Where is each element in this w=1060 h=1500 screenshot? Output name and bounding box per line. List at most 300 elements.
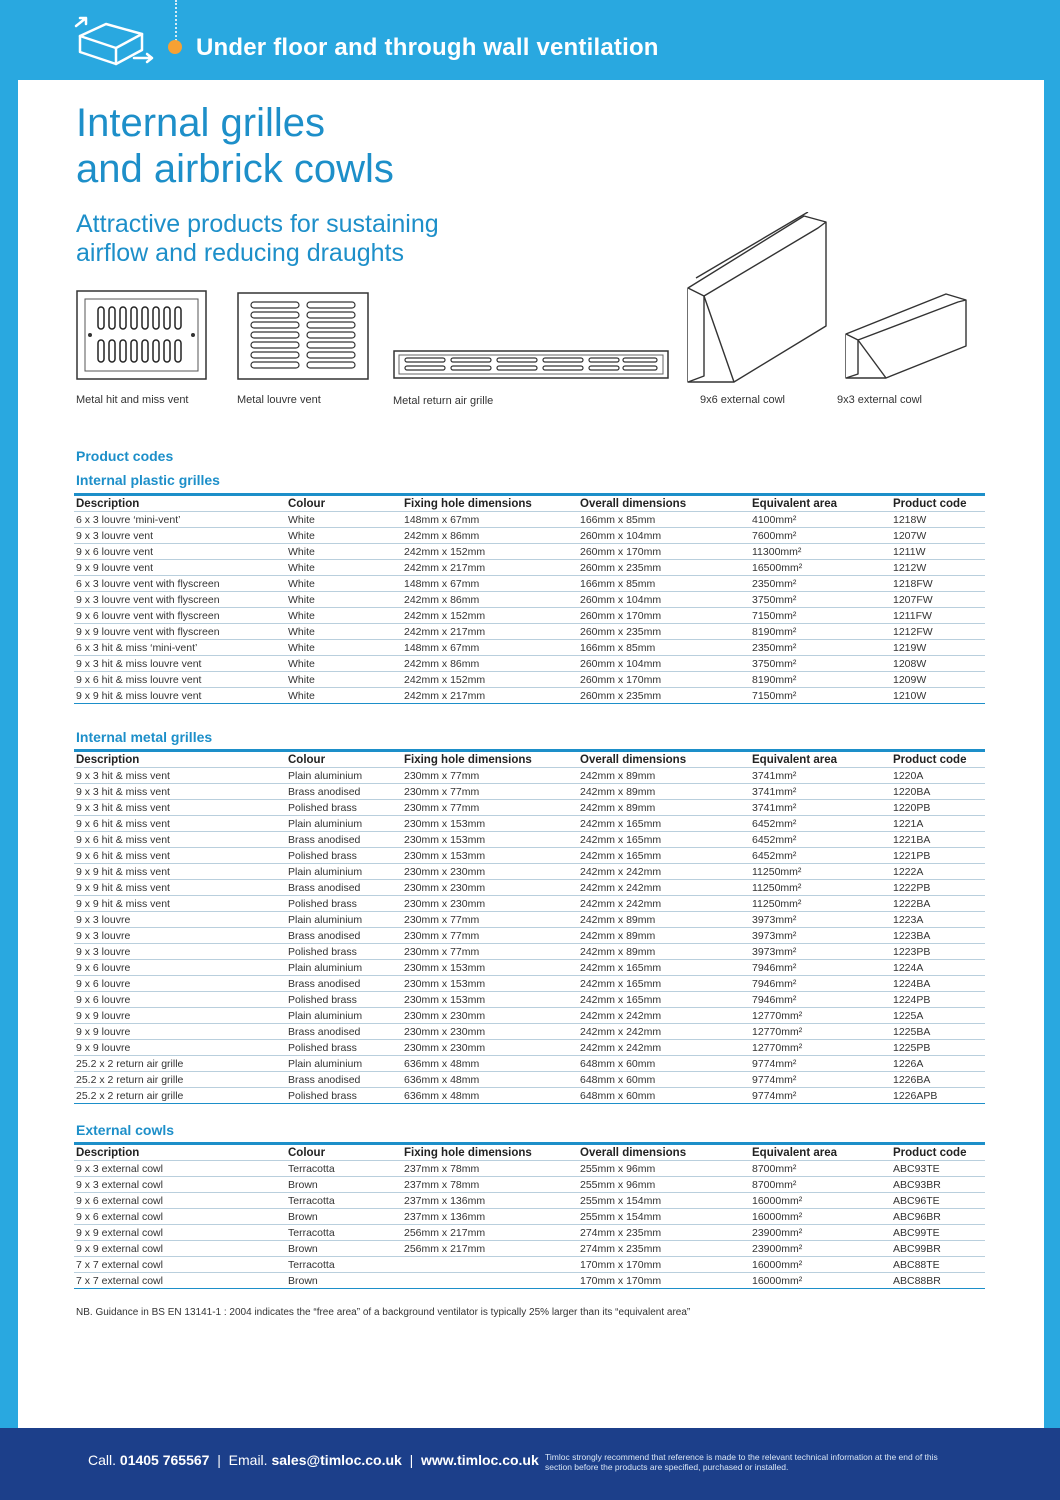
equivalent-area-cell: 7946mm² — [750, 992, 891, 1008]
column-header: Colour — [286, 751, 402, 768]
hit-miss-vent-image — [76, 290, 207, 380]
product-code-cell: 1226APB — [891, 1088, 985, 1104]
product-code-cell: 1212W — [891, 560, 985, 576]
fixing-hole-dimensions-cell: 242mm x 217mm — [402, 688, 578, 704]
fixing-hole-dimensions-cell: 242mm x 217mm — [402, 624, 578, 640]
column-header: Description — [74, 751, 286, 768]
product-code-cell: ABC99BR — [891, 1241, 985, 1257]
overall-dimensions-cell: 260mm x 235mm — [578, 688, 750, 704]
left-border — [0, 0, 18, 1500]
table-header-row — [74, 751, 985, 768]
colour-cell: White — [286, 512, 402, 528]
column-header: Overall dimensions — [578, 1144, 750, 1161]
table-row — [74, 816, 985, 832]
product-code-cell: 1209W — [891, 672, 985, 688]
product-code-cell: 1225A — [891, 1008, 985, 1024]
product-code-cell: ABC96BR — [891, 1209, 985, 1225]
table-row — [74, 1024, 985, 1040]
description-cell: 9 x 6 louvre vent — [74, 544, 286, 560]
colour-cell: Plain aluminium — [286, 1008, 402, 1024]
equivalent-area-cell: 11250mm² — [750, 896, 891, 912]
product-code-cell: 1226BA — [891, 1072, 985, 1088]
column-header: Fixing hole dimensions — [402, 1144, 578, 1161]
description-cell: 6 x 3 louvre vent with flyscreen — [74, 576, 286, 592]
overall-dimensions-cell: 255mm x 154mm — [578, 1193, 750, 1209]
colour-cell: Polished brass — [286, 896, 402, 912]
colour-cell: White — [286, 576, 402, 592]
overall-dimensions-cell: 260mm x 104mm — [578, 656, 750, 672]
external-cowls-body — [74, 1161, 985, 1289]
louvre-vent-image — [237, 292, 369, 380]
table-row — [74, 976, 985, 992]
table-row — [74, 880, 985, 896]
description-cell: 9 x 3 louvre vent — [74, 528, 286, 544]
product-code-cell: 1223BA — [891, 928, 985, 944]
product-codes-heading: Product codes — [76, 448, 174, 464]
equivalent-area-cell: 3973mm² — [750, 928, 891, 944]
fixing-hole-dimensions-cell: 636mm x 48mm — [402, 1088, 578, 1104]
table-row — [74, 688, 985, 704]
fixing-hole-dimensions-cell: 230mm x 77mm — [402, 784, 578, 800]
table-row — [74, 1177, 985, 1193]
email-label: Email. — [228, 1452, 268, 1468]
table-row — [74, 848, 985, 864]
colour-cell: Terracotta — [286, 1161, 402, 1177]
colour-cell: Polished brass — [286, 1040, 402, 1056]
product-code-cell: 1226A — [891, 1056, 985, 1072]
description-cell: 9 x 9 louvre — [74, 1024, 286, 1040]
website-link[interactable]: www.timloc.co.uk — [421, 1452, 539, 1468]
column-header: Fixing hole dimensions — [402, 751, 578, 768]
equivalent-area-cell: 16000mm² — [750, 1209, 891, 1225]
page-title-line-1: Internal grilles — [76, 101, 326, 145]
product-code-cell: 1221A — [891, 816, 985, 832]
overall-dimensions-cell: 170mm x 170mm — [578, 1273, 750, 1289]
fixing-hole-dimensions-cell: 230mm x 230mm — [402, 1008, 578, 1024]
call-label: Call. — [88, 1452, 117, 1468]
equivalent-area-cell: 6452mm² — [750, 816, 891, 832]
fixing-hole-dimensions-cell: 237mm x 136mm — [402, 1209, 578, 1225]
guidance-note: NB. Guidance in BS EN 13141-1 : 2004 indicates the “free area” of a background ventilator is typically 25% larger than its “equivalent area” — [76, 1307, 691, 1318]
fixing-hole-dimensions-cell: 230mm x 153mm — [402, 976, 578, 992]
overall-dimensions-cell: 242mm x 165mm — [578, 960, 750, 976]
colour-cell: White — [286, 640, 402, 656]
equivalent-area-cell: 2350mm² — [750, 576, 891, 592]
product-code-cell: 1223PB — [891, 944, 985, 960]
product-code-cell: 1212FW — [891, 624, 985, 640]
description-cell: 9 x 3 louvre — [74, 928, 286, 944]
table-row — [74, 1056, 985, 1072]
equivalent-area-cell: 8700mm² — [750, 1177, 891, 1193]
table-row — [74, 544, 985, 560]
product-code-cell: 1207W — [891, 528, 985, 544]
overall-dimensions-cell: 260mm x 104mm — [578, 592, 750, 608]
fixing-hole-dimensions-cell: 636mm x 48mm — [402, 1072, 578, 1088]
product-code-cell: 1211FW — [891, 608, 985, 624]
overall-dimensions-cell: 242mm x 165mm — [578, 832, 750, 848]
product-caption: 9x6 external cowl — [700, 394, 785, 406]
table-row — [74, 960, 985, 976]
description-cell: 9 x 3 hit & miss vent — [74, 768, 286, 784]
colour-cell: White — [286, 656, 402, 672]
description-cell: 9 x 9 louvre vent — [74, 560, 286, 576]
overall-dimensions-cell: 260mm x 170mm — [578, 608, 750, 624]
column-header: Overall dimensions — [578, 751, 750, 768]
table-header-row — [74, 495, 985, 512]
table-row — [74, 1040, 985, 1056]
page-subtitle-line-2: airflow and reducing draughts — [76, 239, 404, 267]
table-row — [74, 1088, 985, 1104]
table-row — [74, 1209, 985, 1225]
product-caption: Metal louvre vent — [237, 394, 321, 406]
equivalent-area-cell: 7150mm² — [750, 688, 891, 704]
description-cell: 9 x 9 external cowl — [74, 1241, 286, 1257]
fixing-hole-dimensions-cell: 237mm x 136mm — [402, 1193, 578, 1209]
description-cell: 9 x 9 hit & miss vent — [74, 864, 286, 880]
colour-cell: Brown — [286, 1241, 402, 1257]
description-cell: 25.2 x 2 return air grille — [74, 1088, 286, 1104]
column-header: Description — [74, 1144, 286, 1161]
column-header: Equivalent area — [750, 1144, 891, 1161]
overall-dimensions-cell: 166mm x 85mm — [578, 576, 750, 592]
description-cell: 9 x 6 louvre — [74, 960, 286, 976]
header-title: Under floor and through wall ventilation — [196, 34, 659, 61]
plastic-grilles-table — [74, 493, 985, 704]
fixing-hole-dimensions-cell: 242mm x 152mm — [402, 544, 578, 560]
column-header: Equivalent area — [750, 495, 891, 512]
product-code-cell: 1225PB — [891, 1040, 985, 1056]
product-hit-miss-vent — [76, 290, 207, 406]
overall-dimensions-cell: 166mm x 85mm — [578, 512, 750, 528]
product-caption: Metal hit and miss vent — [76, 394, 189, 406]
fixing-hole-dimensions-cell — [402, 1257, 578, 1273]
colour-cell: Brown — [286, 1177, 402, 1193]
page-title — [76, 100, 394, 192]
overall-dimensions-cell: 648mm x 60mm — [578, 1088, 750, 1104]
column-header: Product code — [891, 751, 985, 768]
fixing-hole-dimensions-cell: 256mm x 217mm — [402, 1241, 578, 1257]
description-cell: 9 x 9 hit & miss louvre vent — [74, 688, 286, 704]
footer-contact — [88, 1452, 539, 1468]
overall-dimensions-cell: 260mm x 235mm — [578, 560, 750, 576]
plastic-grilles-heading: Internal plastic grilles — [76, 472, 220, 488]
equivalent-area-cell: 7946mm² — [750, 960, 891, 976]
overall-dimensions-cell: 242mm x 89mm — [578, 944, 750, 960]
table-row — [74, 624, 985, 640]
table-row — [74, 1257, 985, 1273]
colour-cell: White — [286, 528, 402, 544]
product-code-cell: 1208W — [891, 656, 985, 672]
product-code-cell: 1222PB — [891, 880, 985, 896]
product-code-cell: 1218W — [891, 512, 985, 528]
colour-cell: Plain aluminium — [286, 960, 402, 976]
equivalent-area-cell: 7946mm² — [750, 976, 891, 992]
table-row — [74, 800, 985, 816]
table-row — [74, 1072, 985, 1088]
fixing-hole-dimensions-cell: 148mm x 67mm — [402, 576, 578, 592]
fixing-hole-dimensions-cell: 230mm x 230mm — [402, 1024, 578, 1040]
description-cell: 9 x 6 external cowl — [74, 1193, 286, 1209]
fixing-hole-dimensions-cell: 230mm x 77mm — [402, 800, 578, 816]
equivalent-area-cell: 16000mm² — [750, 1257, 891, 1273]
table-row — [74, 576, 985, 592]
overall-dimensions-cell: 242mm x 242mm — [578, 864, 750, 880]
description-cell: 9 x 3 external cowl — [74, 1177, 286, 1193]
box-arrows-icon — [72, 14, 156, 66]
fixing-hole-dimensions-cell: 148mm x 67mm — [402, 640, 578, 656]
overall-dimensions-cell: 242mm x 242mm — [578, 880, 750, 896]
table-row — [74, 768, 985, 784]
description-cell: 9 x 6 hit & miss louvre vent — [74, 672, 286, 688]
product-code-cell: 1211W — [891, 544, 985, 560]
fixing-hole-dimensions-cell: 242mm x 86mm — [402, 656, 578, 672]
fixing-hole-dimensions-cell — [402, 1273, 578, 1289]
colour-cell: Brass anodised — [286, 832, 402, 848]
fixing-hole-dimensions-cell: 230mm x 153mm — [402, 848, 578, 864]
table-row — [74, 896, 985, 912]
colour-cell: Brass anodised — [286, 1072, 402, 1088]
page-footer — [0, 1428, 1060, 1500]
colour-cell: White — [286, 672, 402, 688]
product-code-cell: 1219W — [891, 640, 985, 656]
fixing-hole-dimensions-cell: 242mm x 86mm — [402, 528, 578, 544]
overall-dimensions-cell: 242mm x 242mm — [578, 1024, 750, 1040]
description-cell: 9 x 9 louvre — [74, 1008, 286, 1024]
product-code-cell: 1218FW — [891, 576, 985, 592]
equivalent-area-cell: 11300mm² — [750, 544, 891, 560]
colour-cell: White — [286, 592, 402, 608]
overall-dimensions-cell: 242mm x 165mm — [578, 848, 750, 864]
table-row — [74, 1008, 985, 1024]
equivalent-area-cell: 9774mm² — [750, 1056, 891, 1072]
header-accent-dot — [168, 40, 182, 54]
fixing-hole-dimensions-cell: 148mm x 67mm — [402, 512, 578, 528]
description-cell: 9 x 3 hit & miss vent — [74, 800, 286, 816]
table-row — [74, 928, 985, 944]
fixing-hole-dimensions-cell: 237mm x 78mm — [402, 1161, 578, 1177]
equivalent-area-cell: 6452mm² — [750, 832, 891, 848]
overall-dimensions-cell: 255mm x 96mm — [578, 1177, 750, 1193]
equivalent-area-cell: 4100mm² — [750, 512, 891, 528]
description-cell: 9 x 9 louvre — [74, 1040, 286, 1056]
product-louvre-vent — [237, 292, 369, 406]
page-subtitle — [76, 210, 439, 268]
overall-dimensions-cell: 242mm x 165mm — [578, 816, 750, 832]
fixing-hole-dimensions-cell: 230mm x 153mm — [402, 960, 578, 976]
equivalent-area-cell: 9774mm² — [750, 1072, 891, 1088]
equivalent-area-cell: 12770mm² — [750, 1008, 891, 1024]
description-cell: 9 x 6 external cowl — [74, 1209, 286, 1225]
colour-cell: Plain aluminium — [286, 912, 402, 928]
separator: | — [217, 1452, 221, 1468]
external-cowls-heading: External cowls — [76, 1122, 175, 1138]
colour-cell: Brown — [286, 1273, 402, 1289]
product-code-cell: 1224A — [891, 960, 985, 976]
plastic-grilles-body — [74, 512, 985, 704]
description-cell: 9 x 6 louvre — [74, 992, 286, 1008]
overall-dimensions-cell: 242mm x 242mm — [578, 896, 750, 912]
table-row — [74, 672, 985, 688]
overall-dimensions-cell: 255mm x 96mm — [578, 1161, 750, 1177]
equivalent-area-cell: 8190mm² — [750, 624, 891, 640]
table-row — [74, 832, 985, 848]
footer-disclaimer: Timloc strongly recommend that reference is made to the relevant technical information at the end of this section before the products are specified, purchased or installed. — [545, 1452, 938, 1472]
description-cell: 9 x 6 louvre — [74, 976, 286, 992]
separator: | — [409, 1452, 414, 1468]
fixing-hole-dimensions-cell: 256mm x 217mm — [402, 1225, 578, 1241]
product-code-cell: 1220BA — [891, 784, 985, 800]
fixing-hole-dimensions-cell: 230mm x 230mm — [402, 880, 578, 896]
overall-dimensions-cell: 242mm x 89mm — [578, 800, 750, 816]
equivalent-area-cell: 11250mm² — [750, 880, 891, 896]
equivalent-area-cell: 8700mm² — [750, 1161, 891, 1177]
overall-dimensions-cell: 260mm x 170mm — [578, 544, 750, 560]
description-cell: 9 x 9 louvre vent with flyscreen — [74, 624, 286, 640]
fixing-hole-dimensions-cell: 230mm x 153mm — [402, 992, 578, 1008]
description-cell: 9 x 9 hit & miss vent — [74, 880, 286, 896]
fixing-hole-dimensions-cell: 230mm x 230mm — [402, 864, 578, 880]
equivalent-area-cell: 3973mm² — [750, 912, 891, 928]
equivalent-area-cell: 7600mm² — [750, 528, 891, 544]
table-row — [74, 592, 985, 608]
equivalent-area-cell: 6452mm² — [750, 848, 891, 864]
column-header: Colour — [286, 495, 402, 512]
equivalent-area-cell: 12770mm² — [750, 1024, 891, 1040]
product-code-cell: 1222A — [891, 864, 985, 880]
overall-dimensions-cell: 648mm x 60mm — [578, 1056, 750, 1072]
table-row — [74, 512, 985, 528]
description-cell: 9 x 6 hit & miss vent — [74, 832, 286, 848]
product-code-cell: 1224BA — [891, 976, 985, 992]
product-caption: 9x3 external cowl — [837, 394, 922, 406]
description-cell: 9 x 6 louvre vent with flyscreen — [74, 608, 286, 624]
table-row — [74, 864, 985, 880]
colour-cell: Polished brass — [286, 1088, 402, 1104]
colour-cell: White — [286, 688, 402, 704]
fixing-hole-dimensions-cell: 242mm x 152mm — [402, 672, 578, 688]
colour-cell: White — [286, 624, 402, 640]
colour-cell: White — [286, 544, 402, 560]
equivalent-area-cell: 8190mm² — [750, 672, 891, 688]
description-cell: 9 x 9 external cowl — [74, 1225, 286, 1241]
external-cowls-table — [74, 1142, 985, 1289]
column-header: Equivalent area — [750, 751, 891, 768]
overall-dimensions-cell: 648mm x 60mm — [578, 1072, 750, 1088]
overall-dimensions-cell: 242mm x 165mm — [578, 976, 750, 992]
overall-dimensions-cell: 242mm x 89mm — [578, 928, 750, 944]
colour-cell: Terracotta — [286, 1257, 402, 1273]
product-code-cell: 1210W — [891, 688, 985, 704]
overall-dimensions-cell: 255mm x 154mm — [578, 1209, 750, 1225]
equivalent-area-cell: 9774mm² — [750, 1088, 891, 1104]
table-row — [74, 1273, 985, 1289]
product-code-cell: ABC93BR — [891, 1177, 985, 1193]
product-code-cell: 1225BA — [891, 1024, 985, 1040]
equivalent-area-cell: 16000mm² — [750, 1193, 891, 1209]
equivalent-area-cell: 3750mm² — [750, 592, 891, 608]
equivalent-area-cell: 3741mm² — [750, 784, 891, 800]
description-cell: 7 x 7 external cowl — [74, 1273, 286, 1289]
table-row — [74, 944, 985, 960]
overall-dimensions-cell: 242mm x 242mm — [578, 1040, 750, 1056]
table-header-row — [74, 1144, 985, 1161]
colour-cell: Terracotta — [286, 1225, 402, 1241]
description-cell: 6 x 3 louvre ‘mini-vent’ — [74, 512, 286, 528]
equivalent-area-cell: 2350mm² — [750, 640, 891, 656]
equivalent-area-cell: 12770mm² — [750, 1040, 891, 1056]
description-cell: 7 x 7 external cowl — [74, 1257, 286, 1273]
overall-dimensions-cell: 166mm x 85mm — [578, 640, 750, 656]
product-code-cell: 1220PB — [891, 800, 985, 816]
table-row — [74, 560, 985, 576]
right-border — [1044, 0, 1060, 1500]
fixing-hole-dimensions-cell: 230mm x 230mm — [402, 896, 578, 912]
overall-dimensions-cell: 260mm x 104mm — [578, 528, 750, 544]
metal-grilles-table — [74, 749, 985, 1104]
description-cell: 25.2 x 2 return air grille — [74, 1072, 286, 1088]
column-header: Description — [74, 495, 286, 512]
fixing-hole-dimensions-cell: 230mm x 153mm — [402, 832, 578, 848]
fixing-hole-dimensions-cell: 230mm x 77mm — [402, 768, 578, 784]
email-link[interactable]: sales@timloc.co.uk — [271, 1452, 402, 1468]
fixing-hole-dimensions-cell: 242mm x 217mm — [402, 560, 578, 576]
colour-cell: Terracotta — [286, 1193, 402, 1209]
product-code-cell: ABC88TE — [891, 1257, 985, 1273]
description-cell: 9 x 3 hit & miss louvre vent — [74, 656, 286, 672]
overall-dimensions-cell: 242mm x 165mm — [578, 992, 750, 1008]
metal-grilles-heading: Internal metal grilles — [76, 729, 213, 745]
product-9x3-cowl — [837, 290, 970, 406]
phone-number[interactable]: 01405 765567 — [119, 1452, 210, 1468]
table-row — [74, 992, 985, 1008]
product-code-cell: 1220A — [891, 768, 985, 784]
overall-dimensions-cell: 274mm x 235mm — [578, 1241, 750, 1257]
table-row — [74, 1161, 985, 1177]
column-header: Product code — [891, 1144, 985, 1161]
colour-cell: Plain aluminium — [286, 768, 402, 784]
equivalent-area-cell: 7150mm² — [750, 608, 891, 624]
overall-dimensions-cell: 274mm x 235mm — [578, 1225, 750, 1241]
colour-cell: Polished brass — [286, 944, 402, 960]
colour-cell: White — [286, 560, 402, 576]
fixing-hole-dimensions-cell: 230mm x 77mm — [402, 928, 578, 944]
colour-cell: Brass anodised — [286, 928, 402, 944]
fixing-hole-dimensions-cell: 242mm x 86mm — [402, 592, 578, 608]
description-cell: 9 x 6 hit & miss vent — [74, 816, 286, 832]
colour-cell: Brass anodised — [286, 784, 402, 800]
product-code-cell: 1207FW — [891, 592, 985, 608]
table-row — [74, 640, 985, 656]
product-caption: Metal return air grille — [393, 395, 494, 407]
description-cell: 9 x 3 louvre — [74, 944, 286, 960]
colour-cell: Brass anodised — [286, 880, 402, 896]
description-cell: 6 x 3 hit & miss ‘mini-vent’ — [74, 640, 286, 656]
colour-cell: Polished brass — [286, 848, 402, 864]
equivalent-area-cell: 16500mm² — [750, 560, 891, 576]
colour-cell: Polished brass — [286, 800, 402, 816]
product-code-cell: 1223A — [891, 912, 985, 928]
equivalent-area-cell: 16000mm² — [750, 1273, 891, 1289]
overall-dimensions-cell: 242mm x 89mm — [578, 784, 750, 800]
page-title-line-2: and airbrick cowls — [76, 147, 394, 191]
product-code-cell: 1221BA — [891, 832, 985, 848]
page-subtitle-line-1: Attractive products for sustaining — [76, 210, 439, 238]
return-air-grille-image — [393, 350, 669, 380]
overall-dimensions-cell: 260mm x 235mm — [578, 624, 750, 640]
equivalent-area-cell: 3741mm² — [750, 800, 891, 816]
column-header: Fixing hole dimensions — [402, 495, 578, 512]
colour-cell: Plain aluminium — [286, 864, 402, 880]
